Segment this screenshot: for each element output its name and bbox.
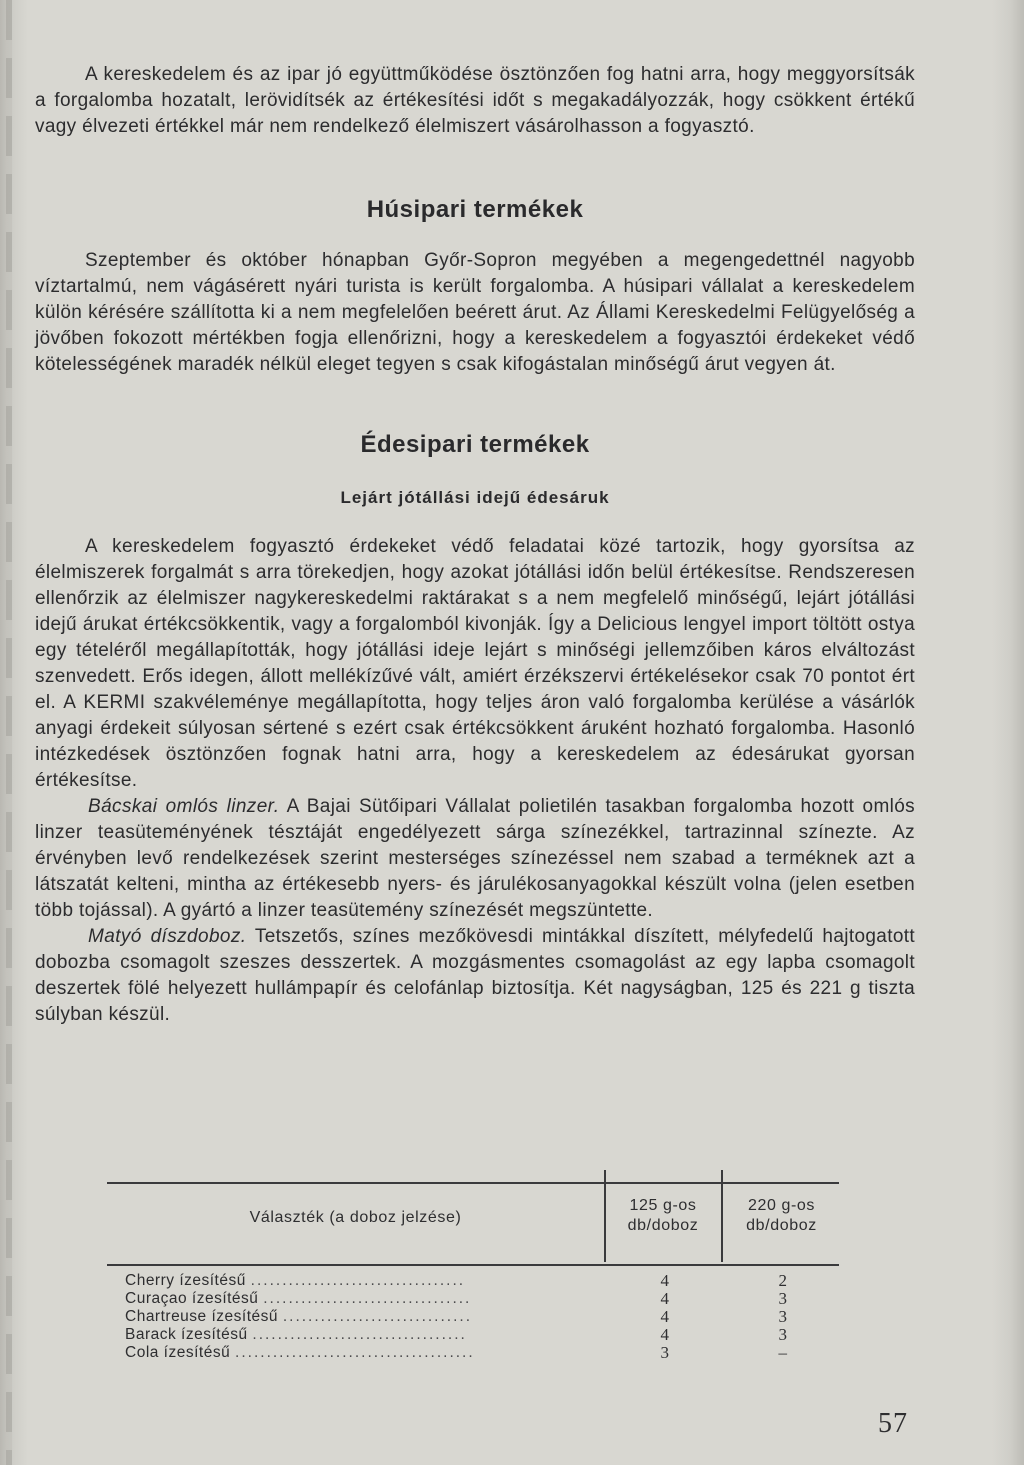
table-header-rule bbox=[107, 1264, 839, 1266]
table-header-assortment: Választék (a doboz jelzése) bbox=[249, 1209, 462, 1226]
row-value-125g: 4 bbox=[660, 1271, 670, 1290]
page-number: 57 bbox=[878, 1408, 908, 1439]
table-header-220g: 220 g-os db/doboz bbox=[746, 1197, 817, 1234]
table-row bbox=[125, 1272, 839, 1290]
table-col-divider-2 bbox=[721, 1170, 723, 1262]
text-column bbox=[35, 62, 915, 1028]
subheading-lejart: Lejárt jótállási idejű édesáruk bbox=[340, 488, 610, 507]
item-matyo bbox=[35, 924, 915, 1028]
binding-edge bbox=[6, 0, 12, 1465]
row-value-220g: 3 bbox=[778, 1289, 788, 1308]
item-bacskai-title: Bácskai omlós linzer. bbox=[88, 796, 280, 817]
item-matyo-text: Tetszetős, színes mezőkövesdi mintákkal díszített, mélyfedelű hajtogatott dobozba csomagolt szeszes desszertek. A mozgásmentes csomagolást az egy lapba csomagolt deszertek fölé helyezett hullámpapír és celofánlap biztosítja. Két nagyságban, 125 és 221 g tiszta súlyban készül. bbox=[35, 926, 915, 1025]
table-col-divider-1 bbox=[604, 1170, 606, 1262]
section-heading-husipari: Húsipari termékek bbox=[366, 196, 584, 223]
row-value-125g: 4 bbox=[660, 1325, 670, 1344]
section-heading-edesipari: Édesipari termékek bbox=[360, 431, 590, 458]
row-value-125g: 4 bbox=[660, 1307, 670, 1326]
item-bacskai-text: A Bajai Sütőipari Vállalat polietilén tasakban forgalomba hozott omlós linzer teasüteményének tésztáját engedélyezett sárga színezékkel, tartrazinnal színezte. Az érvényben levő rendelkezések szerint mesterséges színezéssel nem szabad a terméknek azt a látszatát kelteni, mintha az értékesebb nyers- és járulékosanyagokkal készült volna (jelen esetben több tojással). A gyártó a linzer teasütemény színezését megszüntette. bbox=[35, 796, 915, 921]
intro-paragraph: A kereskedelem és az ipar jó együttműködése ösztönzően fog hatni arra, hogy meggyorsítsák a forgalomba hozatalt, lerövidítsék az értékesítési időt s megakadályozzák, hogy csökkent értékű vagy élvezeti értékkel már nem rendelkező élelmiszert vásárolhasson a fogyasztó. bbox=[35, 64, 915, 137]
edesipari-paragraph: A kereskedelem fogyasztó érdekeket védő feladatai közé tartozik, hogy gyorsítsa az élelmiszerek forgalmát s arra törekedjen, hogy azokat jótállási időn belül értékesítse. Rendszeresen ellenőrzik az élelmiszer nagykereskedelmi raktárakat s a nem megfelelő minőségű, lejárt jótállási idejű árukat értékcsökkentik, vagy a forgalomból kivonják. Így a Delicious lengyel import töltött ostya egy tételéről megállapították, hogy jótállási ideje lejárt s minőségi jellemzőiben káros elváltozást szenvedett. Erős idegen, állott mellékízűvé vált, amiért érzékszervi értékelésekor csak 70 pontot ért el. A KERMI szakvéleménye megállapította, hogy teljes áron való forgalomba kerülése a vásárlók anyagi érdekeit súlyosan sértené s ezért csak értékcsökkent áruként hozható forgalomba. Hasonló intézkedések ösztönzően fognak hatni arra, hogy a kereskedelem az édesárukat gyorsan értékesítse. bbox=[35, 536, 915, 791]
row-label: Cola ízesítésű ...................................... bbox=[125, 1344, 475, 1361]
row-value-125g: 4 bbox=[660, 1289, 670, 1308]
assortment-table bbox=[107, 1182, 839, 1372]
row-value-220g: – bbox=[778, 1343, 788, 1362]
row-value-220g: 3 bbox=[778, 1307, 788, 1326]
item-matyo-title: Matyó díszdoboz. bbox=[88, 926, 247, 947]
husipari-paragraph: Szeptember és október hónapban Győr-Sopron megyében a megengedettnél nagyobb víztartalmú, nem vágásérett nyári turista is került forgalomba. A húsipari vállalat a kereskedelem külön kérésére szállította ki a nem megfelelően beérett árut. Az Állami Kereskedelmi Felügyelőség a jövőben fokozott mértékben fogja ellenőrizni, hogy a kereskedelem a fogyasztói érdekeket védő kötelességének maradék nélkül eleget tegyen s csak kifogástalan minőségű árut vegyen át. bbox=[35, 250, 915, 375]
row-value-220g: 2 bbox=[778, 1271, 788, 1290]
table-row bbox=[125, 1308, 839, 1326]
table-row bbox=[125, 1290, 839, 1308]
table-top-rule bbox=[107, 1182, 839, 1184]
table-header-125g: 125 g-os db/doboz bbox=[627, 1197, 699, 1234]
row-value-220g: 3 bbox=[778, 1325, 788, 1344]
table-row bbox=[125, 1344, 839, 1362]
item-bacskai bbox=[35, 794, 915, 924]
row-label: Curaçao ízesítésű ................................. bbox=[125, 1290, 472, 1307]
row-label: Barack ízesítésű .................................. bbox=[125, 1326, 467, 1343]
row-label: Chartreuse ízesítésű .............................. bbox=[125, 1308, 473, 1325]
table-row bbox=[125, 1326, 839, 1344]
row-label: Cherry ízesítésű .................................. bbox=[125, 1272, 466, 1289]
row-value-125g: 3 bbox=[660, 1343, 670, 1362]
